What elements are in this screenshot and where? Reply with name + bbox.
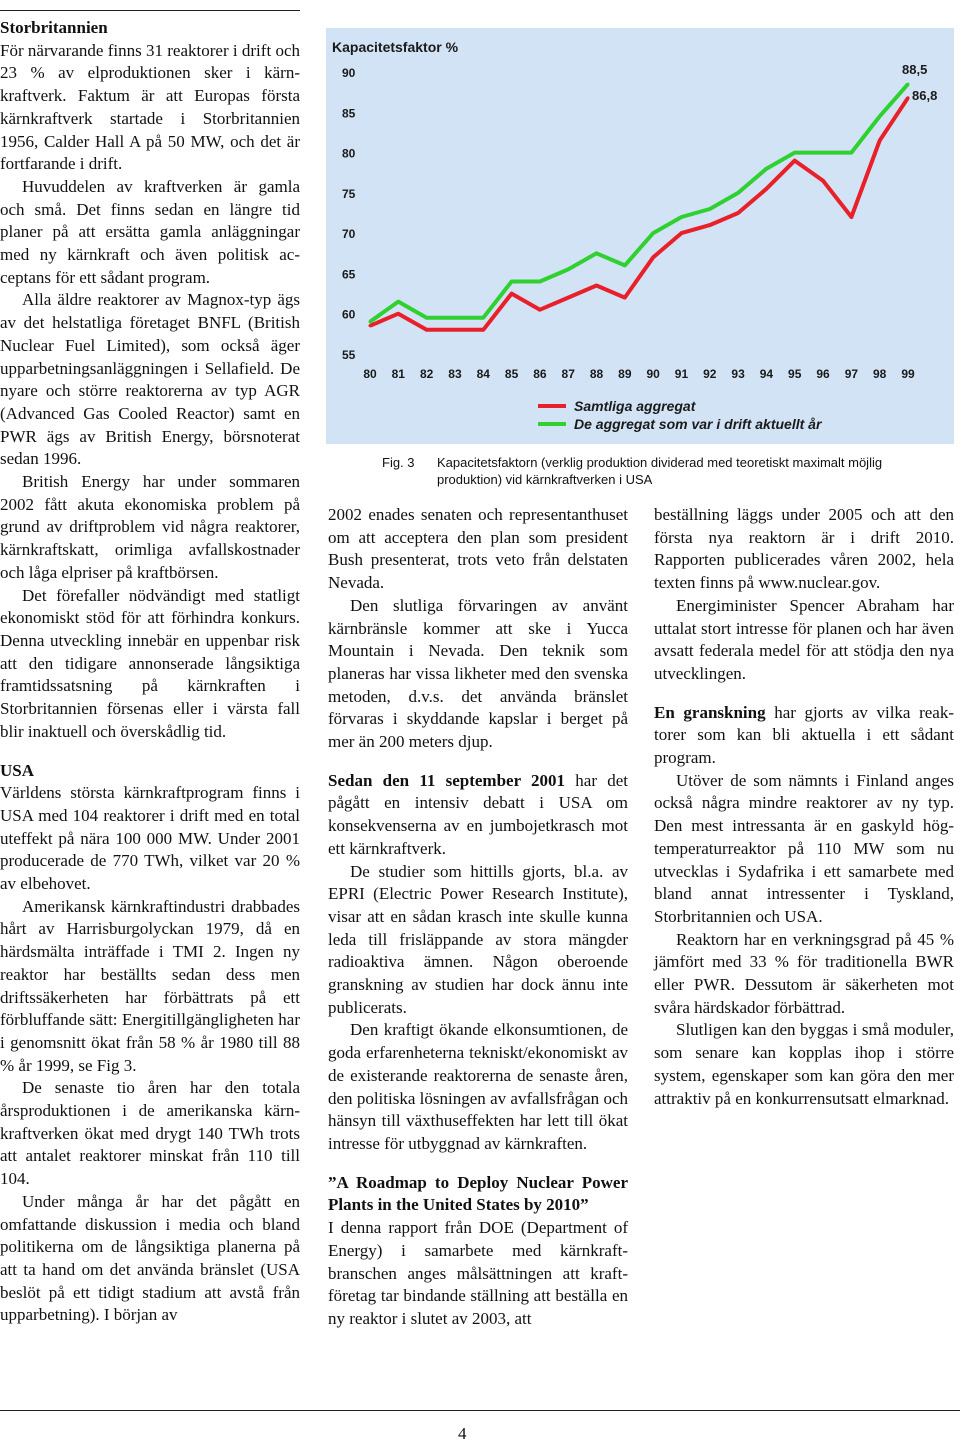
paragraph-rest: har gjorts av vilka reaktorer som kan bli aktuella i ett sådant program.: [654, 702, 955, 768]
data-point: [652, 256, 655, 259]
x-tick-label: 84: [476, 367, 490, 381]
paragraph: De studier som hittills gjorts, bl.a. av EPRI (Electric Power Research Institute), visar att en sådan krasch inte skulle kunna leda till frisläppande av stora mängder radioaktiva ämnen. Någon oberoende granskning av studien har dock ännu inte publicerats.: [328, 861, 628, 1017]
data-point: [822, 179, 825, 182]
paragraph: [328, 770, 628, 861]
page-number: 4: [458, 1424, 467, 1443]
y-tick-label: 70: [342, 227, 356, 242]
legend-label-2: De aggregat som var i drift aktuellt år: [574, 416, 822, 432]
data-point: [850, 216, 853, 219]
data-point: [737, 191, 740, 194]
data-point: [397, 300, 400, 303]
paragraph: Den slutliga förvaringen av använt kärnbränsle kommer att ske i Yucca Mountain i Nevada. Den teknik som planeras har vissa likheter med den svenska metoden, d.v.s. det använda bränslet förvaras i skyddande kapslar i berget på mer än 200 meters djup.: [328, 595, 628, 752]
y-tick-label: 65: [342, 267, 356, 282]
data-point: [652, 232, 655, 235]
paragraph: 2002 enades senaten och representanthuset om att acceptera den plan som president Bush presenterat, trots veto från delstaten Nevada.: [328, 505, 628, 593]
figure-label: Fig. 3: [382, 455, 415, 470]
x-tick-label: 88: [589, 367, 604, 381]
paragraph: beställning läggs under 2005 och att den första nya reaktorn är i drift 2010. Rapporten publicerades våren 2002, hela texten finns på www.nuclear.gov.: [654, 505, 954, 593]
top-rule: [0, 10, 300, 11]
data-point: [708, 224, 711, 227]
data-point: [737, 212, 740, 215]
end-label-green: 88,5: [902, 62, 928, 78]
end-label-red: 86,8: [912, 87, 938, 103]
paragraph: Amerikansk kärnkraftindustri drabbades hårt av Harrisburgolyckan 1979, då en härdsmälta inträffade i TMI 2. Ingen ny reaktor har beställts sedan dess men driftssäkerheten har förbättrats på ett förbluffande sätt: Energitillgängligheten har i genomsnitt ökat från 58 % år 1980 till 88 % år 1999, se Fig 3.: [0, 896, 300, 1075]
paragraph: Under många år har det pågått en omfattande diskussion i media och bland politikerna om de långsiktiga planerna på att ta hand om det använda bränslet (USA beslöt på ett tidigt stadium att avstå från upparbetning). I början av: [0, 1191, 300, 1325]
paragraph: De senaste tio åren har den totala årsproduktionen i de amerikanska kärnkraftverken ökat med drygt 140 TWh trots att antalet reaktorer minskat från 110 till 104.: [0, 1078, 300, 1189]
x-tick-label: 93: [731, 367, 745, 381]
chart-title: Kapacitetsfaktor %: [332, 39, 459, 55]
report-heading: [328, 1172, 628, 1217]
paragraph: Huvuddelen av kraftverken är gamla och små. Det finns sedan en längre tid planer på att ersätta gamla anläggningar med ny kärnkraft och även politisk acceptans för ett sådant program.: [0, 176, 300, 287]
x-tick-label: 99: [901, 367, 915, 381]
data-point: [623, 296, 626, 299]
data-point: [369, 324, 372, 327]
x-tick-label: 85: [504, 367, 519, 381]
data-point: [878, 139, 881, 142]
data-point: [453, 328, 456, 331]
x-tick-label: 86: [533, 367, 547, 381]
y-tick-label: 60: [342, 307, 356, 322]
heading-usa: USA: [0, 760, 35, 780]
y-tick-label: 85: [342, 106, 356, 121]
data-point: [765, 167, 768, 170]
lead-in-bold: En granskning: [654, 702, 766, 722]
data-point: [595, 252, 598, 255]
x-tick-label: 81: [391, 367, 405, 381]
data-point: [538, 308, 541, 311]
x-tick-label: 89: [618, 367, 632, 381]
data-point: [680, 216, 683, 219]
y-tick-label: 55: [342, 348, 356, 362]
data-point: [595, 284, 598, 287]
data-point: [793, 159, 796, 162]
data-point: [850, 151, 853, 154]
data-point: [567, 296, 570, 299]
x-tick-label: 91: [674, 367, 689, 381]
data-point: [708, 207, 711, 210]
x-tick-label: 83: [448, 367, 462, 381]
paragraph: Den kraftigt ökande elkonsumtionen, de goda erfarenheterna tekniskt/ekonomiskt av de existerande reaktorerna de senaste åren, den politiska lösningen av avfallsfrågan och hänsyn till växthuseffekten har lett till ökat intresse för utbyggnad av kärnkraften.: [328, 1020, 628, 1153]
data-point: [680, 232, 683, 235]
report-title: ”A Roadmap to Deploy Nuclear Power Plants in the United States by 2010”: [328, 1172, 628, 1215]
footer-rule: [0, 1410, 960, 1411]
data-point: [510, 292, 513, 295]
column-3: [654, 504, 954, 1110]
data-point: [765, 187, 768, 190]
data-point: [538, 280, 541, 283]
x-tick-label: 87: [561, 367, 575, 381]
legend-label-1: Samtliga aggregat: [574, 398, 696, 414]
column-2: [328, 504, 628, 1331]
y-tick-label: 75: [342, 186, 356, 201]
data-point: [878, 115, 881, 118]
paragraph: Det förefaller nödvändigt med statligt ekonomiskt stöd för att förhindra konkurs. Denna utveckling innebär en uppenbar risk att den tidigare annonserade långsiktiga framtidssatsning på kärnkraften i Storbritannien försenas eller i värsta fall blir inaktuell och överskådlig tid.: [0, 585, 300, 741]
column-1: [0, 17, 300, 1327]
paragraph: Utöver de som nämnts i Finland anges också några mindre reaktorer av ny typ. Den mest intressanta är en gaskyld högtemperaturreaktor på 110 MW som nu utvecklas i Sydafrika i ett samarbete med bland annat intressenter i Tyskland, Storbritannien och USA.: [654, 770, 954, 926]
x-tick-label: 97: [844, 367, 859, 381]
paragraph: Världens största kärnkraftprogram finns i USA med 104 reaktorer i drift med en total uteffekt på nära 100 000 MW. Under 2001 producerade de 770 TWh, vilket var 20 % av elbehovet.: [0, 783, 300, 894]
x-tick-label: 96: [816, 367, 830, 381]
paragraph: British Energy har under sommaren 2002 fått akuta ekonomiska problem på grund av driftproblem vid några reaktorer, kärnkraftskatt, orimliga avfallskostnader och låga elpriser på kraftbörsen.: [0, 472, 300, 582]
y-tick-label: 90: [342, 66, 356, 80]
paragraph: I denna rapport från DOE (Department of Energy) i samarbete med kärnkraftbranschen anges målsättningen att kraftföretag tar bindande ställning att beställa en ny reaktor i slutet av 2003, att: [328, 1218, 628, 1328]
data-point: [623, 264, 626, 267]
lead-in-bold: Sedan den 11 september 2001: [328, 770, 566, 790]
data-point: [793, 151, 796, 154]
chart-svg: [326, 28, 954, 444]
figure-caption-text: Kapacitetsfaktorn (verklig produktion dividerad med teoretiskt maximalt möjlig produktion) vid kärnkraftverken i USA: [437, 455, 883, 487]
y-tick-label: 80: [342, 146, 356, 161]
paragraph: Alla äldre reaktorer av Magnox-typ ägs av det helstatliga företaget BNFL (British Nuclear Fuel Limited), som också äger upparbetningsanläggningen i Sellafield. De nyare och större reaktorerna av typ AGR (Advanced Gas Cooled Reactor) samt en PWR ägs av British Energy, börsnoterat sedan 1996.: [0, 290, 300, 469]
chart-background: [326, 28, 954, 444]
heading-storbritannien: Storbritannien: [0, 18, 108, 37]
data-point: [482, 316, 485, 319]
data-point: [567, 268, 570, 271]
data-point: [369, 320, 372, 323]
data-point: [397, 312, 400, 315]
data-point: [425, 316, 428, 319]
paragraph: För närvarande finns 31 reaktorer i drift och 23 % av elproduktionen sker i kärnkraftverk. Faktum är att Europas första kärnkraftverk startade i Storbritannien 1956, Calder Hall A på 50 MW, och det är fortfarande i drift.: [0, 40, 300, 174]
data-point: [482, 328, 485, 331]
x-tick-label: 92: [703, 367, 717, 381]
paragraph-rest: har det pågått en intensiv debatt i USA om konsekvenserna av en jumbojetkrasch mot ett kärnkraftverk.: [328, 770, 628, 858]
paragraph: [654, 702, 954, 770]
data-point: [907, 96, 910, 99]
paragraph: Slutligen kan den byggas i små moduler, som senare kan kopplas ihop i större system, egenskaper som kan göra den mer attraktiv på en konkurrensutsatt elmarknad.: [654, 1020, 954, 1108]
data-point: [822, 151, 825, 154]
x-tick-label: 98: [873, 367, 887, 381]
data-point: [510, 280, 513, 283]
data-point: [425, 328, 428, 331]
data-point: [907, 83, 910, 86]
paragraph: Reaktorn har en verkningsgrad på 45 % jämfört med 33 % för traditionella BWR eller PWR. Dessutom är säkerheten mot svåra härdskador förbättrad.: [654, 929, 954, 1017]
x-tick-label: 90: [646, 367, 660, 381]
paragraph: Energiminister Spencer Abraham har uttalat stort intresse för planen och har även avsatt federala medel för att stödja den nya utvecklingen.: [654, 595, 954, 683]
x-tick-label: 82: [419, 367, 434, 381]
x-tick-label: 80: [363, 367, 377, 381]
x-tick-label: 95: [788, 367, 802, 381]
data-point: [453, 316, 456, 319]
capacity-factor-chart: [326, 28, 954, 444]
x-tick-label: 94: [759, 367, 774, 381]
